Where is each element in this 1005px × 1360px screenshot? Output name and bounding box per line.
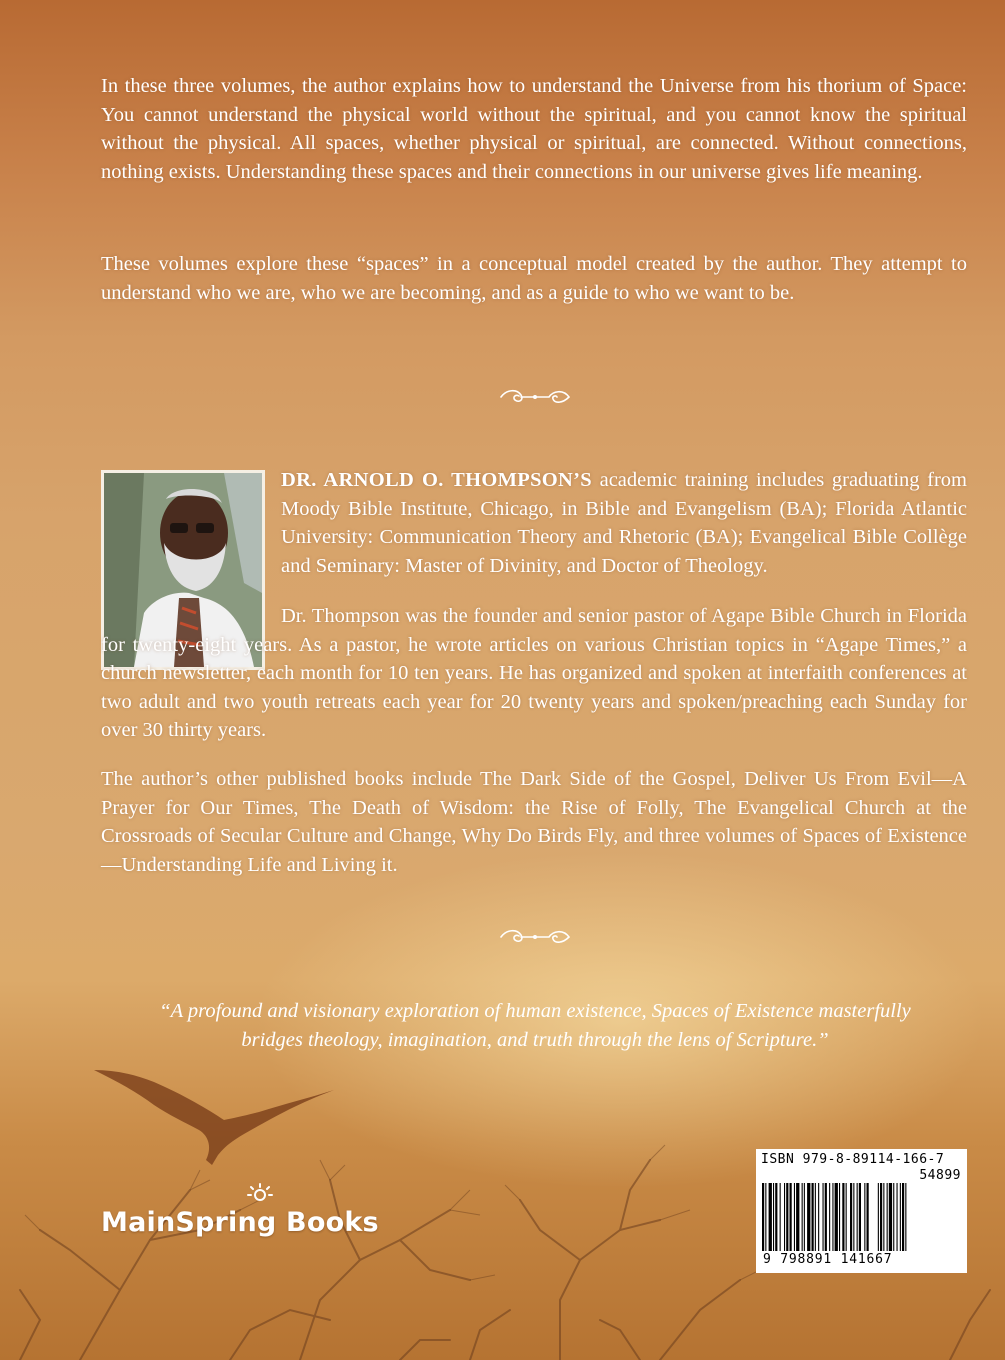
lightbulb-sprout-icon [245, 1181, 275, 1209]
barcode-digits: 9 798891 141667 [763, 1252, 893, 1267]
bio-career-text: Dr. Thompson was the founder and senior pastor of Agape Bible Church in Florida for twenty-eight years. As a pastor, he wrote articles on various Christian topics in “Agape Times,” a church newsletter, each month for 10 ten years. He has organized and spoken at interfaith conferences at two adult and two youth retreats each year for 20 twenty years and spoken/preaching each Sunday for over 30 thirty years. [101, 605, 967, 741]
isbn-text: ISBN 979-8-89114-166-7 [761, 1152, 945, 1167]
intro-paragraph-1: In these three volumes, the author explains how to understand the Universe from his thorium of Space: You cannot understand the physical world without the spiritual, and you cannot know the spiritual without the physical. All spaces, whether physical or spiritual, are connected. Without connections, nothing exists. Understanding these spaces and their connections in our universe gives life meaning. [101, 75, 967, 183]
publisher-logo: MainSpring Books [101, 1207, 379, 1238]
bio-paragraph-1 [281, 466, 967, 580]
bio-paragraph-2 [101, 602, 967, 745]
isbn-barcode [756, 1149, 967, 1273]
barcode-bars [762, 1183, 961, 1251]
price-code: 54899 [919, 1168, 961, 1183]
ornament-divider-icon-2 [497, 927, 573, 947]
bio-training-text: academic training includes graduating from Moody Bible Institute, Chicago, in Bible and Evangelism (BA); Florida Atlantic University: Communication Theory and Rhetoric (BA); Evangelical Bible Collège and Seminary: Master of Divinity, and Doctor of Theology. [281, 469, 968, 577]
author-name: DR. ARNOLD O. THOMPSON’S [281, 469, 592, 491]
bird-silhouette-image [94, 1060, 344, 1170]
other-books-paragraph: The author’s other published books include The Dark Side of the Gospel, Deliver Us From Evil—A Prayer for Our Times, The Death of Wisdom: the Rise of Folly, The Evangelical Church at the Crossroads of Secular Culture and Change, Why Do Birds Fly, and three volumes of Spaces of Existence—Understanding Life and Living it. [101, 768, 967, 876]
endorsement-quote: “A profound and visionary exploration of human existence, Spaces of Existence masterfully bridges theology, imagination, and truth through the lens of Scripture.” [159, 1000, 911, 1051]
ornament-divider-icon [497, 387, 573, 407]
intro-paragraph-2: These volumes explore these “spaces” in a conceptual model created by the author. They attempt to understand who we are, who we are becoming, and as a guide to who we want to be. [101, 253, 967, 304]
